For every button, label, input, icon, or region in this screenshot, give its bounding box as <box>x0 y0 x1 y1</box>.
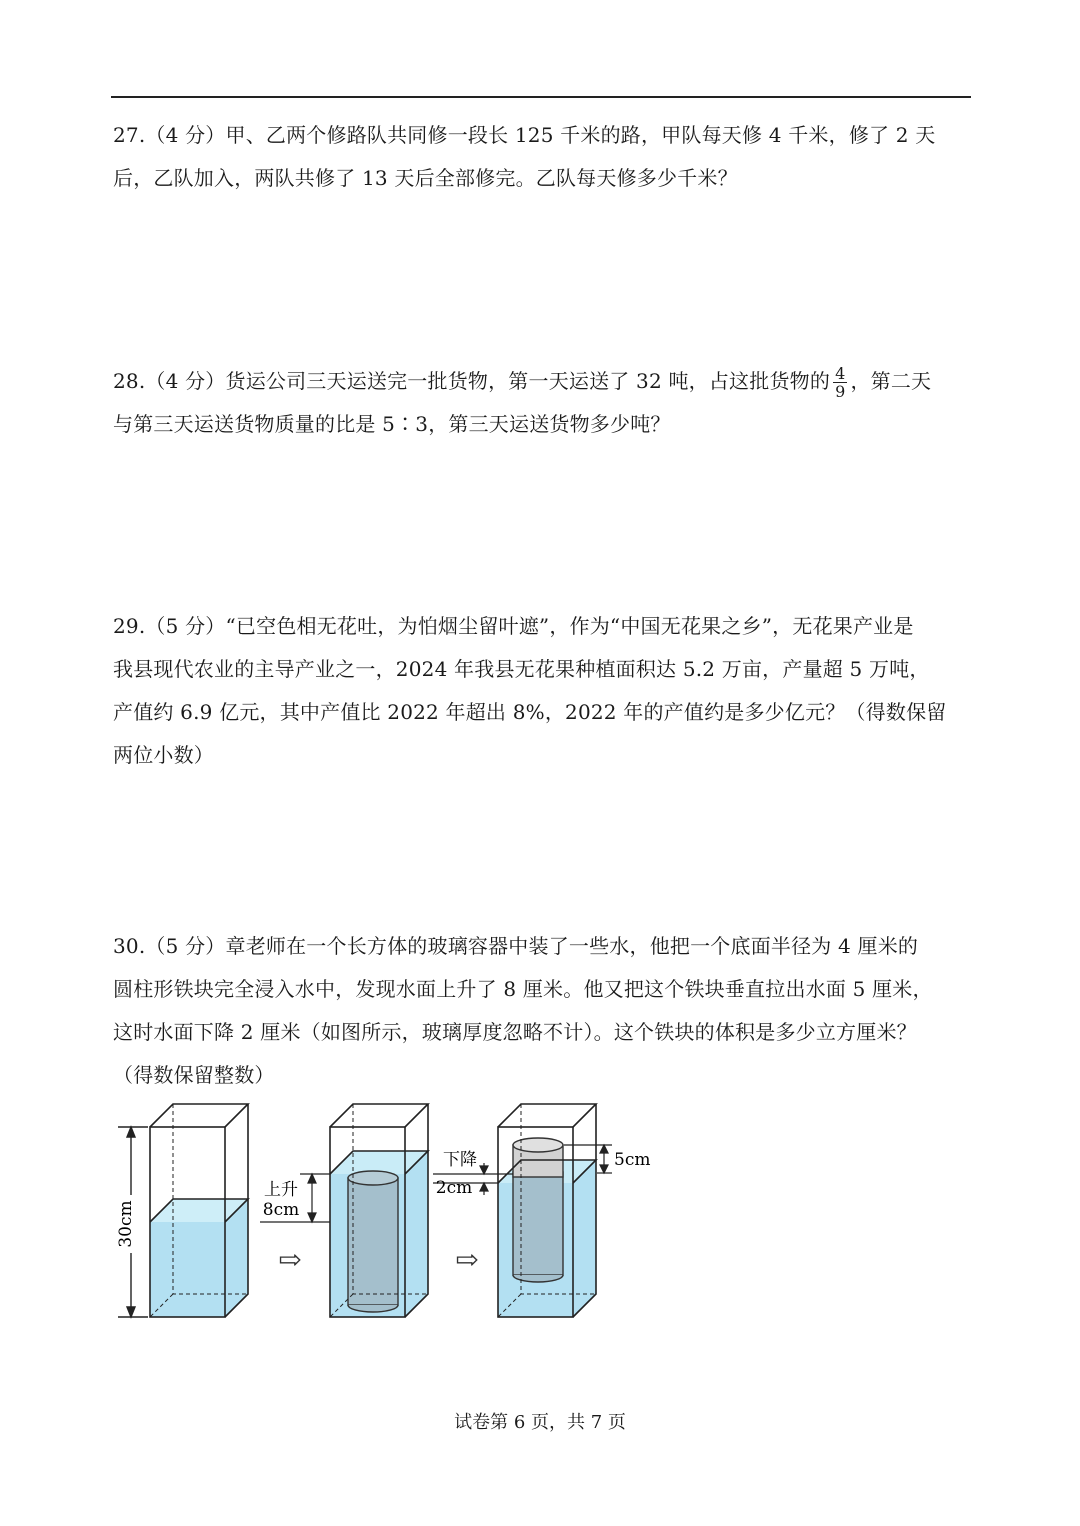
question-27-line: 27.（4 分）甲、乙两个修路队共同修一段长 125 千米的路，甲队每天修 4 千米，修了 2 天 <box>113 123 936 147</box>
fraction-numerator: 4 <box>835 364 846 383</box>
page-footer: 试卷第 6 页，共 7 页 <box>454 1412 626 1433</box>
height-label: 30cm <box>116 1200 136 1248</box>
question-30 <box>113 925 973 1097</box>
fraction-4-9 <box>833 365 847 400</box>
header-rule <box>111 96 971 98</box>
container-2 <box>260 1104 428 1317</box>
question-28-text: 28.（4 分）货运公司三天运送完一批货物，第一天运送了 32 吨，占这批货物的 <box>113 369 831 393</box>
arrow-icon: ⇨ <box>278 1243 302 1276</box>
question-29-line: 两位小数） <box>113 743 214 767</box>
drop-label-text: 下降 <box>443 1150 477 1170</box>
container-1 <box>116 1104 248 1317</box>
drop-label-value: 2cm <box>435 1178 473 1198</box>
question-27 <box>113 114 973 200</box>
question-29-line: 29.（5 分）“已空色相无花吐，为怕烟尘留叶遮”，作为“中国无花果之乡”，无花果产业是 <box>113 614 914 638</box>
question-28 <box>113 360 973 446</box>
question-29 <box>113 605 973 777</box>
container-diagram <box>100 1085 680 1335</box>
question-28-line: 与第三天运送货物质量的比是 5∶3，第三天运送货物多少吨？ <box>113 412 671 436</box>
fraction-denominator: 9 <box>835 382 846 401</box>
question-28-line <box>113 360 973 403</box>
question-27-line: 后，乙队加入，两队共修了 13 天后全部修完。乙队每天修多少千米？ <box>113 166 738 190</box>
question-28-text-tail: ，第二天 <box>850 369 932 393</box>
rise-label-value: 8cm <box>262 1200 300 1220</box>
question-29-line: 我县现代农业的主导产业之一，2024 年我县无花果种植面积达 5.2 万亩，产量超 5 万吨， <box>113 657 930 681</box>
lift-label: 5cm <box>614 1150 651 1170</box>
container-3 <box>433 1104 650 1317</box>
question-30-line: 圆柱形铁块完全浸入水中，发现水面上升了 8 厘米。他又把这个铁块垂直拉出水面 5 厘米， <box>113 977 933 1001</box>
arrow-icon: ⇨ <box>455 1243 479 1276</box>
iron-cylinder <box>348 1171 398 1312</box>
question-30-line: 30.（5 分）章老师在一个长方体的玻璃容器中装了一些水，他把一个底面半径为 4 厘米的 <box>113 934 919 958</box>
question-29-line: 产值约 6.9 亿元，其中产值比 2022 年超出 8%，2022 年的产值约是多少亿元？（得数保留 <box>113 700 947 724</box>
question-30-line: 这时水面下降 2 厘米（如图所示，玻璃厚度忽略不计）。这个铁块的体积是多少立方厘米？ <box>113 1020 917 1044</box>
question-30-line: （得数保留整数） <box>113 1063 275 1087</box>
rise-label-text: 上升 <box>264 1180 298 1200</box>
